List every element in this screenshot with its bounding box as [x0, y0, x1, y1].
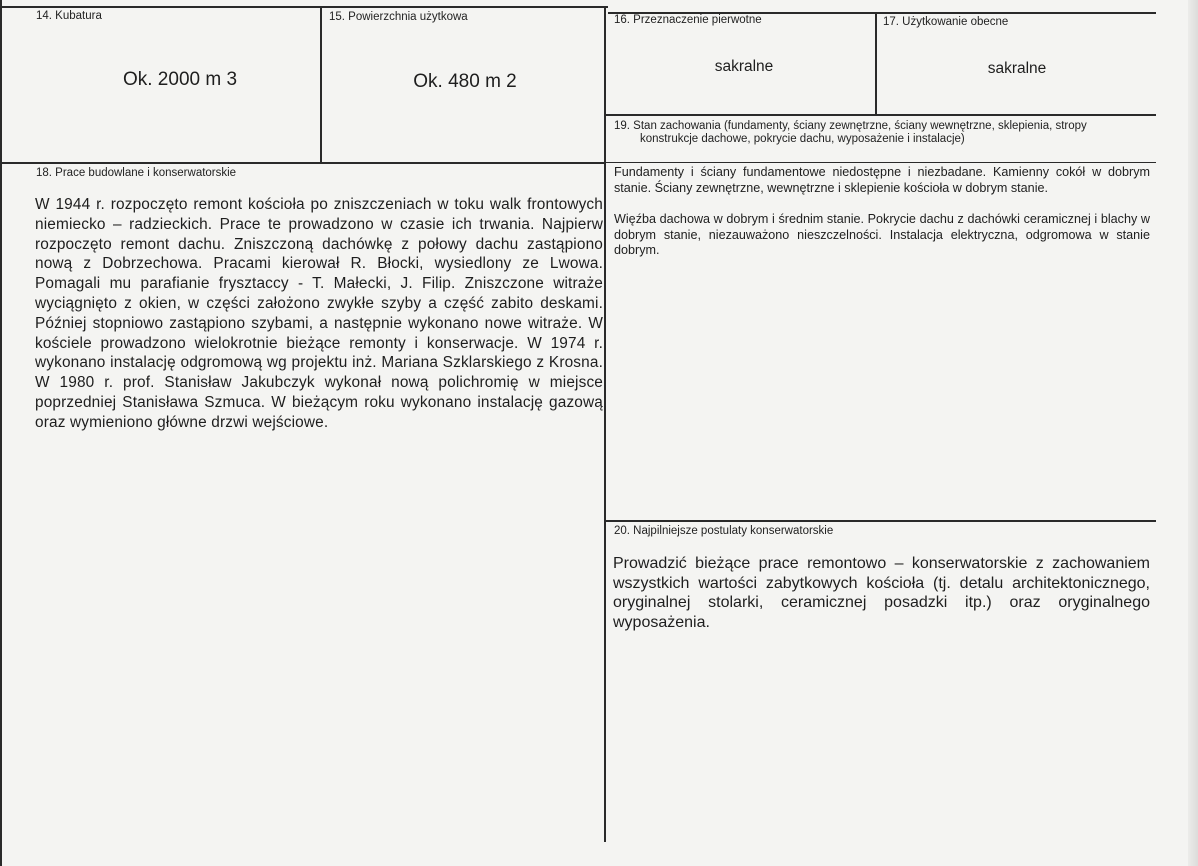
divider-16-17 — [875, 12, 877, 114]
field-15-label: 15. Powierzchnia użytkowa — [329, 11, 468, 23]
field-19-text-2: Więźba dachowa w dobrym i średnim stanie. Pokrycie dachu z dachówki ceramicznej i blachy w dobrym stanie, niezauważono nieszczelności. Instalacja elektryczna, odgromowa w stanie dobrym. — [614, 212, 1150, 258]
divider-main — [604, 6, 606, 842]
field-18-text: W 1944 r. rozpoczęto remont kościoła po zniszczeniach w toku walk frontowych niemiecko – radzieckich. Prace te prowadzono w czasie ich trwania. Najpierw rozpoczęto remont dachu. Zniszczoną dachówkę z połowy dachu zastąpiono nową z Dobrzechowa. Pracami kierował R. Błocki, wysiedlony ze Lwowa. Pomagali mu parafianie frysztaccy - T. Małecki, J. Filip. Zniszczone witraże wyciągnięto z okien, w części założono zwykłe szyby a część zabito deskami. Później stopniowo zastąpiono szybami, a następnie wykonano nowe witraże. W kościele prowadzono wielokrotnie bieżące remonty i konserwacje. W 1974 r. wykonano instalację odgromową wg projektu inż. Mariana Szklarskiego z Krosna. W 1980 r. prof. Stanisław Jakubczyk wykonał nową polichromię w miejsce poprzedniej Stanisława Szmuca. W bieżącym roku wykonano instalację gazową oraz wymieniono główne drzwi wejściowe. — [35, 196, 603, 431]
field-15-value: Ok. 480 m 2 — [413, 71, 517, 92]
field-17-value: sakralne — [987, 60, 1047, 77]
top-border-left — [0, 6, 608, 8]
field-14-value: Ok. 2000 m 3 — [122, 69, 238, 90]
field-19-text-1: Fundamenty i ściany fundamentowe niedostępne i niezbadane. Kamienny cokół w dobrym stanie. Ściany zewnętrzne, wewnętrzne i sklepienie kościoła w dobrym stanie. — [614, 165, 1150, 195]
field-19-label-line1: 19. Stan zachowania (fundamenty, ściany zewnętrzne, ściany wewnętrzne, sklepienia, stropy — [614, 120, 1087, 132]
divider-row-19 — [606, 114, 1156, 116]
field-17-label: 17. Użytkowanie obecne — [883, 16, 1009, 28]
divider-14-15 — [320, 6, 322, 163]
field-19-label-line2: konstrukcje dachowe, pokrycie dachu, wyposażenie i instalacje) — [640, 133, 965, 145]
divider-row-19b — [606, 162, 1156, 163]
left-border — [0, 0, 2, 866]
field-16-value: sakralne — [714, 58, 774, 75]
divider-row-20 — [606, 520, 1156, 522]
divider-row-18 — [0, 162, 606, 164]
field-20-label: 20. Najpilniejsze postulaty konserwatorskie — [614, 525, 834, 537]
field-20-text: Prowadzić bieżące prace remontowo – konserwatorskie z zachowaniem wszystkich wartości zabytkowych kościoła (tj. detalu architektonicznego, oryginalnej stolarki, ceramicznej posadzki itp.) oraz oryginalnego wyposażenia. — [613, 555, 1150, 631]
field-18-label: 18. Prace budowlane i konserwatorskie — [36, 167, 237, 179]
page-edge — [1188, 0, 1198, 866]
field-16-label: 16. Przeznaczenie pierwotne — [614, 14, 762, 26]
field-14-label: 14. Kubatura — [36, 10, 102, 22]
